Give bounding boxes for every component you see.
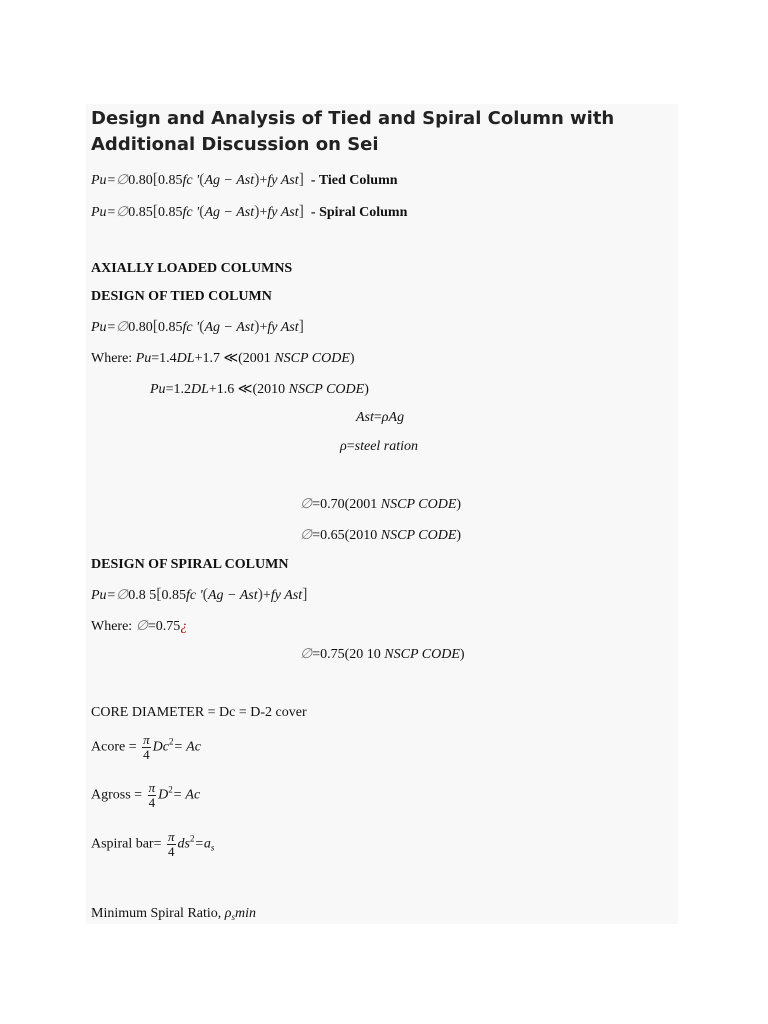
formula-text: fc ' [182, 173, 200, 188]
page-title: Design and Analysis of Tied and Spiral Column with Additional Discussion on Sei [91, 108, 615, 155]
spiral-column-formula: Pu=∅0.85[0.85fc '(Ag − Ast)+fy Ast] - Spiral Column [91, 203, 408, 220]
minimum-spiral-ratio [91, 906, 256, 922]
subscript: s [210, 842, 215, 853]
formula-text: Ag − Ast [204, 173, 255, 188]
where-label: Where: [91, 351, 133, 366]
formula-text: ) [459, 647, 465, 662]
phi-2001 [300, 496, 461, 513]
formula-text: +1.7 ≪ [194, 351, 239, 366]
formula-text: NSCP CODE [380, 497, 457, 512]
formula-text: ds [177, 836, 190, 852]
formula-text: + [259, 205, 268, 220]
formula-text: = Ac [173, 739, 201, 755]
formula-text: (20 10 [344, 647, 381, 662]
formula-text: fy Ast [270, 588, 303, 603]
core-diameter-text: CORE DIAMETER = Dc = D-2 cover [91, 705, 307, 720]
tied-column-formula: Pu=∅0.80[0.85fc '(Ag − Ast)+fy Ast] - Tied Column [91, 171, 398, 188]
phi-symbol: ∅ [300, 528, 313, 543]
formula-text: (2010 [344, 528, 378, 543]
formula-text: +1.6 ≪ [208, 382, 253, 397]
subscript: s [231, 912, 236, 922]
pi-over-4-fraction [167, 830, 176, 859]
spiral-where [91, 618, 187, 635]
formula-text: ) [456, 528, 462, 543]
formula-label: Agross = [91, 787, 143, 803]
heading-axially-loaded: AXIALLY LOADED COLUMNS [91, 261, 293, 276]
phi-symbol: ∅ [300, 647, 313, 662]
phi-2010 [300, 527, 461, 544]
formula-text: + [259, 320, 268, 335]
formula-text: =a [194, 836, 211, 852]
formula-text: NSCP CODE [380, 528, 457, 543]
formula-text: = Ac [172, 787, 201, 803]
acore-formula [91, 733, 201, 762]
tied-design-formula: Pu=∅0.80[0.85fc '(Ag − Ast)+fy Ast] [91, 318, 304, 335]
pi-symbol: π [143, 732, 150, 747]
superscript: 2 [189, 833, 195, 844]
formula-text: fy Ast [267, 173, 299, 188]
formula-text: ) [364, 382, 369, 397]
formula-label: Acore = [91, 739, 137, 755]
formula-text: (2001 [238, 351, 271, 366]
heading-spiral-design: DESIGN OF SPIRAL COLUMN [91, 557, 289, 572]
phi-symbol: ∅ [300, 497, 313, 512]
formula-text: Ag − Ast [204, 320, 255, 335]
tied-where-line1 [91, 350, 355, 367]
formula-text: fy Ast [267, 320, 299, 335]
agross-formula [91, 781, 200, 810]
formula-text: Pu= [91, 173, 116, 188]
formula-text: NSCP CODE [384, 647, 460, 662]
formula-text: NSCP CODE [288, 382, 365, 397]
formula-label: Minimum Spiral Ratio, [91, 906, 222, 921]
formula-text: =0.75 [147, 619, 181, 634]
formula-text: steel ration [354, 439, 419, 454]
formula-text: 0.8 5 [128, 588, 157, 603]
phi-symbol: ∅ [116, 205, 129, 220]
formula-text: Pu [135, 351, 152, 366]
pi-over-4-fraction [142, 733, 151, 762]
spiral-design-formula: Pu=∅0.8 5[0.85fc '(Ag − Ast)+fy Ast] [91, 586, 308, 603]
formula-text: 0.85 [161, 588, 187, 603]
formula-text: fc ' [186, 588, 203, 603]
formula-text: Ast [356, 410, 374, 425]
formula-text: 0.85 [158, 320, 183, 335]
formula-text: D [158, 787, 169, 803]
formula-text: =0.75 [312, 647, 345, 662]
where-label: Where: [91, 619, 133, 634]
formula-text: =1.4 [151, 351, 177, 366]
formula-text: =0.65 [312, 528, 345, 543]
formula-text: NSCP CODE [274, 351, 350, 366]
formula-text: = [373, 410, 382, 425]
formula-text: Dc [152, 739, 169, 755]
spiral-column-tag: - Spiral Column [310, 205, 408, 220]
formula-text: Pu= [91, 588, 116, 603]
formula-text: Pu= [91, 205, 116, 220]
rho-definition [340, 439, 418, 455]
formula-text: = [346, 439, 355, 454]
formula-text: fy Ast [267, 205, 299, 220]
formula-text: 0.85 [158, 173, 183, 188]
tied-where-line2 [150, 381, 369, 398]
formula-text: 0.85 [158, 205, 183, 220]
formula-text: Pu= [91, 320, 116, 335]
heading-tied-design: DESIGN OF TIED COLUMN [91, 289, 272, 304]
spiral-phi-2010 [300, 646, 465, 663]
formula-text: ρAg [381, 410, 405, 425]
phi-symbol: ∅ [135, 619, 148, 634]
phi-symbol: ∅ [116, 173, 129, 188]
formula-text: ) [349, 351, 355, 366]
formula-text: + [259, 173, 268, 188]
formula-text: + [262, 588, 271, 603]
formula-text: =1.2 [165, 382, 191, 397]
formula-text: ) [456, 497, 462, 512]
formula-text: DL [176, 351, 195, 366]
formula-text: 4 [148, 795, 156, 810]
formula-text: min [235, 906, 257, 921]
error-glyph: ¿ [180, 619, 188, 634]
formula-text: 0.80 [128, 173, 153, 188]
phi-symbol: ∅ [116, 320, 129, 335]
formula-text: Ag − Ast [207, 588, 258, 603]
tied-column-tag: - Tied Column [310, 173, 398, 188]
aspiral-formula [91, 830, 214, 859]
superscript: 2 [168, 784, 173, 795]
formula-text: (2001 [344, 497, 378, 512]
pi-symbol: π [168, 829, 175, 844]
ast-definition [356, 410, 404, 426]
pi-symbol: π [148, 780, 156, 795]
rho-symbol: ρ [224, 906, 232, 921]
formula-text: fc ' [182, 320, 200, 335]
formula-text: ρ [340, 439, 347, 454]
formula-text: Pu [150, 382, 166, 397]
formula-text: (2010 [252, 382, 286, 397]
formula-text: 4 [143, 747, 150, 762]
formula-text: Ag − Ast [204, 205, 255, 220]
formula-label: Aspiral bar= [91, 836, 162, 852]
formula-text: 4 [168, 844, 175, 859]
formula-text: fc ' [182, 205, 200, 220]
formula-text: =0.70 [312, 497, 345, 512]
formula-text: DL [190, 382, 209, 397]
phi-symbol: ∅ [116, 588, 129, 603]
formula-text: 0.85 [128, 205, 153, 220]
superscript: 2 [168, 736, 174, 747]
formula-text: 0.80 [128, 320, 153, 335]
pi-over-4-fraction [148, 781, 157, 810]
